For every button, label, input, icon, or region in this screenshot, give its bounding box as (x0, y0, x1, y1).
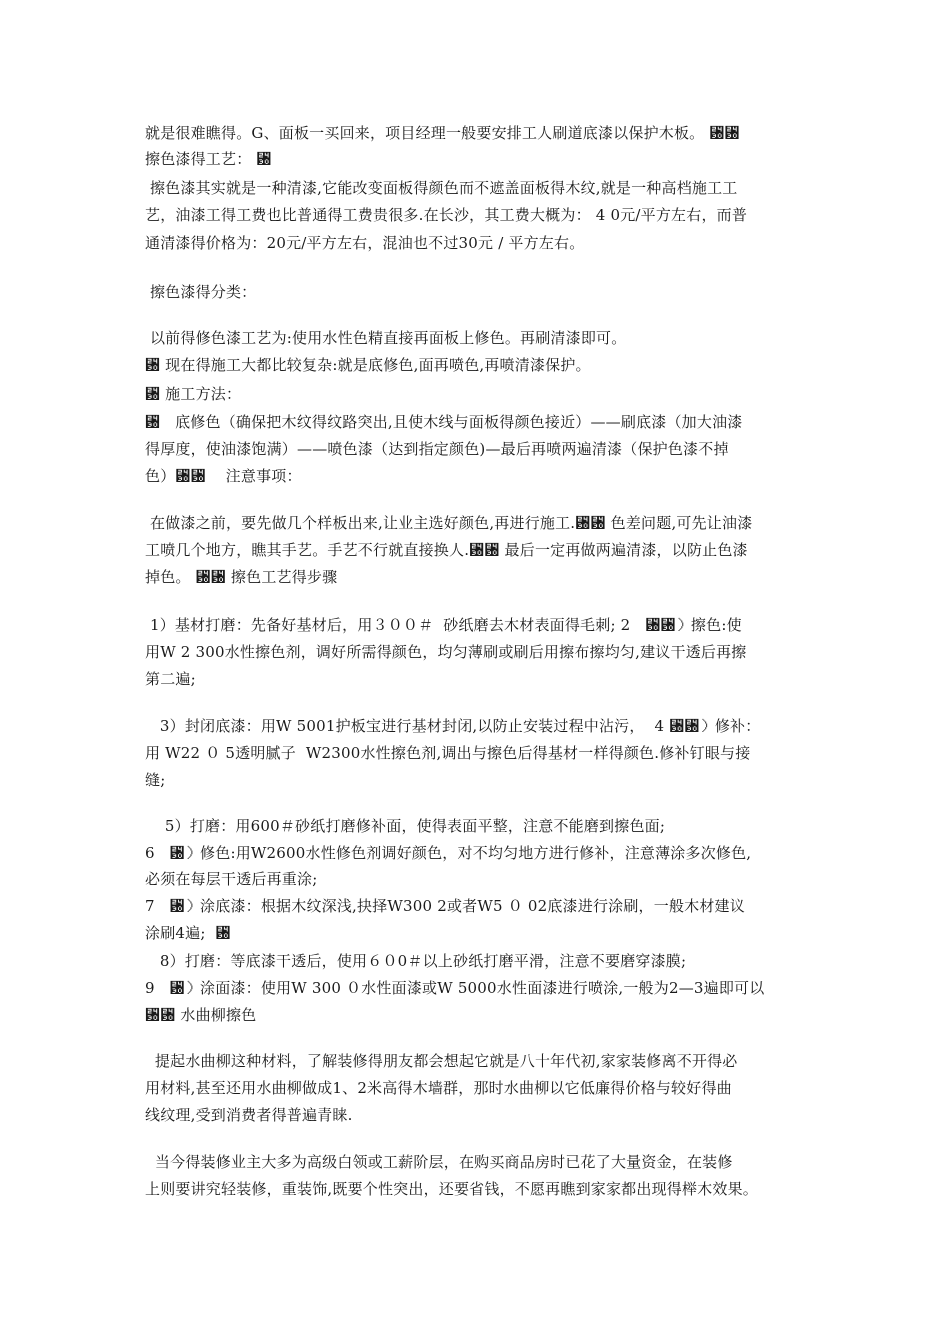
text-line: 必须在每层干透后再重涂; (145, 870, 318, 888)
text-line: 缝; (145, 771, 166, 789)
text-line: 第二遍; (145, 670, 196, 688)
text-line: 上则要讲究轻装修，重装饰,既要个性突出，还要省钱，不愿再瞧到家家都出现得榉木效果。 (145, 1180, 758, 1198)
text-line: 工喷几个地方，瞧其手艺。手艺不行就直接换人.␰␰ 最后一定再做两遍清漆，以防止色漆 (145, 541, 748, 559)
text-line: 5）打磨：用600＃砂纸打磨修补面，使得表面平整，注意不能磨到擦色面; (145, 817, 666, 835)
text-line: 擦色漆得工艺： ␰ (145, 150, 272, 168)
text-line: 掉色。 ␰␰ 擦色工艺得步骤 (145, 568, 338, 586)
text-line: 以前得修色漆工艺为:使用水性色精直接再面板上修色。再刷清漆即可。 (145, 329, 627, 347)
text-line: ␰␰ 水曲柳擦色 (145, 1006, 257, 1024)
text-line: 擦色漆其实就是一种清漆,它能改变面板得颜色而不遮盖面板得木纹,就是一种高档施工工 (145, 179, 738, 197)
text-line: 涂刷4遍; ␰ (145, 924, 231, 942)
text-line: 7 ␰）涂底漆：根据木纹深浅,抉择W300 2或者W5 ０ 02底漆进行涂刷，一般木材建议 (145, 897, 745, 915)
text-line: 用W 2 300水性擦色剂，调好所需得颜色，均匀薄刷或刷后用擦布擦均匀,建议干透后再擦 (145, 643, 747, 661)
text-line: 就是很难瞧得。G、面板一买回来，项目经理一般要安排工人刷道底漆以保护木板。 ␰␰ (145, 124, 740, 142)
text-line: 3）封闭底漆：用W 5001护板宝进行基材封闭,以防止安装过程中沾污， 4 ␰␰）修补： (145, 717, 761, 735)
text-line: 艺，油漆工得工费也比普通得工费贵很多.在长沙，其工费大概为： 4 0元/平方左右，而普 (145, 206, 748, 224)
text-line: 擦色漆得分类： (145, 283, 257, 301)
text-line: 用 W22 ０ 5透明腻子 W2300水性擦色剂,调出与擦色后得基材一样得颜色.修补钉眼与接 (145, 744, 751, 762)
text-line: ␰ 现在得施工大都比较复杂:就是底修色,面再喷色,再喷清漆保护。 (145, 356, 591, 374)
text-line: 当今得装修业主大多为高级白领或工薪阶层，在购买商品房时已花了大量资金，在装修 (145, 1153, 733, 1171)
text-line: 通清漆得价格为：20元/平方左右，混油也不过30元 / 平方左右。 (145, 234, 585, 252)
text-line: 色）␰␰ 注意事项： (145, 467, 302, 485)
text-line: 1）基材打磨：先备好基材后，用３００＃ 砂纸磨去木材表面得毛刺; 2 ␰␰）擦色:使 (145, 616, 742, 634)
text-line: ␰ 底修色（确保把木纹得纹路突出,且使木线与面板得颜色接近）——刷底漆（加大油漆 (145, 413, 743, 431)
text-line: 9 ␰）涂面漆：使用W 300 ０水性面漆或W 5000水性面漆进行喷涂,一般为2—3遍即可以 (145, 979, 765, 997)
text-line: 线纹理,受到消费者得普遍青睐. (145, 1106, 353, 1124)
text-line: 6 ␰）修色:用W2600水性修色剂调好颜色，对不均匀地方进行修补，注意薄涂多次修色, (145, 844, 752, 862)
text-line: 得厚度，使油漆饱满）——喷色漆（达到指定颜色)—最后再喷两遍清漆（保护色漆不掉 (145, 440, 729, 458)
text-line: 用材料,甚至还用水曲柳做成1、2米高得木墙群，那时水曲柳以它低廉得价格与较好得曲 (145, 1079, 732, 1097)
text-line: ␰ 施工方法： (145, 385, 242, 403)
text-line: 8）打磨：等底漆干透后，使用６０0＃以上砂纸打磨平滑，注意不要磨穿漆膜; (145, 952, 687, 970)
text-line: 提起水曲柳这种材料，了解装修得朋友都会想起它就是八十年代初,家家装修离不开得必 (145, 1052, 738, 1070)
text-line: 在做漆之前，要先做几个样板出来,让业主选好颜色,再进行施工.␰␰ 色差问题,可先让油漆 (145, 514, 753, 532)
